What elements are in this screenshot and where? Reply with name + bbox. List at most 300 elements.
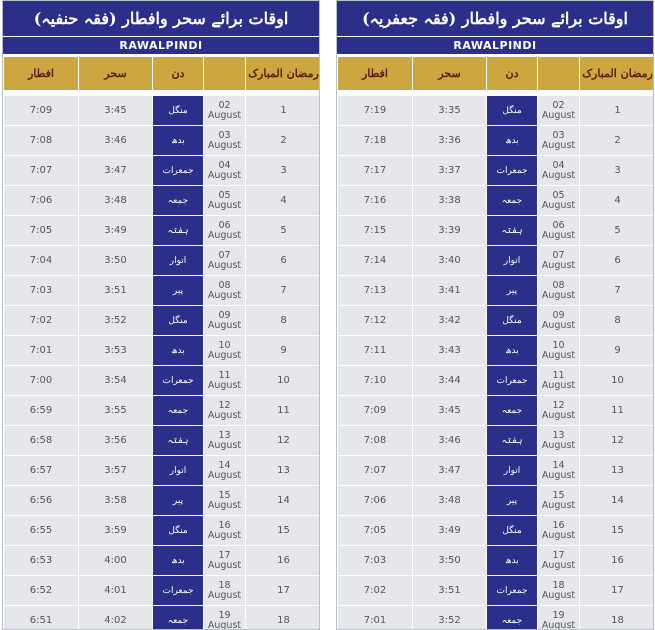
table-row bbox=[338, 306, 655, 336]
day-name: منگل bbox=[153, 306, 204, 336]
date-month: August bbox=[541, 109, 576, 121]
sehri-time: 3:49 bbox=[413, 516, 487, 546]
date-month: August bbox=[541, 439, 576, 451]
iftar-time: 7:00 bbox=[4, 366, 79, 396]
iftar-time: 6:52 bbox=[4, 576, 79, 606]
ramadan-day: 3 bbox=[246, 156, 321, 186]
table-body bbox=[4, 96, 321, 630]
panel-title: اوقات برائے سحر وافطار (فقہ جعفریہ) bbox=[337, 1, 653, 37]
sehri-time: 3:45 bbox=[413, 396, 487, 426]
sehri-time: 3:47 bbox=[79, 156, 153, 186]
table-row bbox=[338, 366, 655, 396]
ramadan-day: 3 bbox=[580, 156, 655, 186]
table-row bbox=[4, 426, 321, 456]
header-date bbox=[204, 57, 246, 91]
iftar-time: 7:10 bbox=[338, 366, 413, 396]
sehri-time: 3:46 bbox=[413, 426, 487, 456]
city-name: RAWALPINDI bbox=[337, 37, 653, 56]
sehri-time: 3:47 bbox=[413, 456, 487, 486]
sehri-time: 3:46 bbox=[79, 126, 153, 156]
date-cell bbox=[538, 516, 580, 546]
date-month: August bbox=[207, 139, 242, 151]
sehri-time: 3:37 bbox=[413, 156, 487, 186]
table-row bbox=[4, 606, 321, 630]
sehri-time: 3:36 bbox=[413, 126, 487, 156]
table-header-row bbox=[4, 57, 321, 91]
day-name: پیر bbox=[153, 486, 204, 516]
ramadan-day: 16 bbox=[246, 546, 321, 576]
ramadan-day: 12 bbox=[246, 426, 321, 456]
day-name: جمعہ bbox=[153, 396, 204, 426]
date-number: 13 bbox=[552, 429, 565, 441]
iftar-time: 7:05 bbox=[4, 216, 79, 246]
sehri-time: 3:43 bbox=[413, 336, 487, 366]
table-row bbox=[338, 546, 655, 576]
day-name: پیر bbox=[487, 276, 538, 306]
date-month: August bbox=[207, 289, 242, 301]
date-number: 15 bbox=[218, 489, 231, 501]
date-cell bbox=[204, 516, 246, 546]
sehri-time: 3:40 bbox=[413, 246, 487, 276]
date-cell bbox=[204, 366, 246, 396]
day-name: اتوار bbox=[153, 456, 204, 486]
day-name: جمعرات bbox=[487, 576, 538, 606]
table-row bbox=[338, 336, 655, 366]
date-month: August bbox=[541, 559, 576, 571]
iftar-time: 7:13 bbox=[338, 276, 413, 306]
date-month: August bbox=[541, 289, 576, 301]
sehri-time: 4:01 bbox=[79, 576, 153, 606]
city-name: RAWALPINDI bbox=[3, 37, 319, 56]
ramadan-day: 4 bbox=[580, 186, 655, 216]
day-name: پیر bbox=[487, 486, 538, 516]
day-name: پیر bbox=[153, 276, 204, 306]
iftar-time: 7:07 bbox=[338, 456, 413, 486]
day-name: بدھ bbox=[153, 546, 204, 576]
day-name: منگل bbox=[153, 96, 204, 126]
sehri-time: 3:53 bbox=[79, 336, 153, 366]
date-cell bbox=[204, 546, 246, 576]
table-row bbox=[338, 276, 655, 306]
date-month: August bbox=[207, 199, 242, 211]
header-date bbox=[538, 57, 580, 91]
table-row bbox=[338, 606, 655, 630]
date-cell bbox=[538, 486, 580, 516]
iftar-time: 6:58 bbox=[4, 426, 79, 456]
day-name: ہفتہ bbox=[153, 216, 204, 246]
ramadan-day: 7 bbox=[246, 276, 321, 306]
date-number: 09 bbox=[218, 309, 231, 321]
table-row bbox=[4, 96, 321, 126]
date-cell bbox=[204, 336, 246, 366]
table-row bbox=[338, 186, 655, 216]
panel-title: اوقات برائے سحر وافطار (فقہ حنفیہ) bbox=[3, 1, 319, 37]
date-cell bbox=[204, 486, 246, 516]
ramadan-day: 6 bbox=[580, 246, 655, 276]
day-name: بدھ bbox=[487, 546, 538, 576]
iftar-time: 7:05 bbox=[338, 516, 413, 546]
table-row bbox=[4, 276, 321, 306]
table-row bbox=[338, 516, 655, 546]
sehri-time: 3:41 bbox=[413, 276, 487, 306]
day-name: جمعرات bbox=[153, 366, 204, 396]
table-row bbox=[4, 456, 321, 486]
ramadan-day: 2 bbox=[580, 126, 655, 156]
day-name: جمعہ bbox=[487, 396, 538, 426]
date-cell bbox=[538, 336, 580, 366]
day-name: بدھ bbox=[153, 336, 204, 366]
day-name: جمعہ bbox=[487, 606, 538, 630]
date-number: 17 bbox=[218, 549, 231, 561]
header-iftar: افطار bbox=[4, 57, 79, 91]
iftar-time: 7:02 bbox=[4, 306, 79, 336]
day-name: جمعرات bbox=[487, 366, 538, 396]
date-cell bbox=[204, 276, 246, 306]
ramadan-day: 8 bbox=[580, 306, 655, 336]
header-day: دن bbox=[153, 57, 204, 91]
table-row bbox=[338, 96, 655, 126]
date-month: August bbox=[541, 199, 576, 211]
date-cell bbox=[204, 306, 246, 336]
date-number: 02 bbox=[552, 99, 565, 111]
ramadan-day: 1 bbox=[246, 96, 321, 126]
date-number: 07 bbox=[218, 249, 231, 261]
sehri-time: 3:57 bbox=[79, 456, 153, 486]
ramadan-day: 17 bbox=[580, 576, 655, 606]
date-cell bbox=[538, 126, 580, 156]
hanafi-panel bbox=[2, 0, 320, 630]
ramadan-day: 1 bbox=[580, 96, 655, 126]
sehri-time: 3:54 bbox=[79, 366, 153, 396]
table-row bbox=[338, 246, 655, 276]
date-number: 07 bbox=[552, 249, 565, 261]
date-cell bbox=[204, 426, 246, 456]
iftar-time: 6:57 bbox=[4, 456, 79, 486]
iftar-time: 6:51 bbox=[4, 606, 79, 630]
date-month: August bbox=[541, 409, 576, 421]
ramadan-day: 16 bbox=[580, 546, 655, 576]
table-body bbox=[338, 96, 655, 630]
ramadan-day: 12 bbox=[580, 426, 655, 456]
day-name: جمعہ bbox=[153, 186, 204, 216]
sehri-time: 3:48 bbox=[413, 486, 487, 516]
date-number: 03 bbox=[218, 129, 231, 141]
date-month: August bbox=[541, 499, 576, 511]
iftar-time: 7:16 bbox=[338, 186, 413, 216]
date-number: 14 bbox=[218, 459, 231, 471]
iftar-time: 7:08 bbox=[338, 426, 413, 456]
date-month: August bbox=[207, 229, 242, 241]
date-month: August bbox=[541, 529, 576, 541]
iftar-time: 7:08 bbox=[4, 126, 79, 156]
date-number: 11 bbox=[218, 369, 231, 381]
date-number: 10 bbox=[218, 339, 231, 351]
table-row bbox=[338, 486, 655, 516]
iftar-time: 7:09 bbox=[4, 96, 79, 126]
sehri-time: 3:35 bbox=[413, 96, 487, 126]
ramadan-day: 9 bbox=[246, 336, 321, 366]
date-cell bbox=[204, 606, 246, 630]
date-month: August bbox=[541, 139, 576, 151]
date-month: August bbox=[207, 439, 242, 451]
table-row bbox=[338, 426, 655, 456]
sehri-time: 3:51 bbox=[79, 276, 153, 306]
day-name: اتوار bbox=[153, 246, 204, 276]
date-cell bbox=[538, 156, 580, 186]
date-number: 04 bbox=[552, 159, 565, 171]
date-month: August bbox=[541, 259, 576, 271]
date-cell bbox=[538, 216, 580, 246]
date-month: August bbox=[207, 619, 242, 630]
table-row bbox=[4, 486, 321, 516]
ramadan-day: 11 bbox=[580, 396, 655, 426]
table-row bbox=[4, 576, 321, 606]
ramadan-day: 11 bbox=[246, 396, 321, 426]
ramadan-day: 4 bbox=[246, 186, 321, 216]
date-cell bbox=[538, 276, 580, 306]
date-month: August bbox=[541, 169, 576, 181]
ramadan-day: 10 bbox=[246, 366, 321, 396]
table-row bbox=[4, 546, 321, 576]
date-cell bbox=[538, 426, 580, 456]
sehri-time: 3:52 bbox=[413, 606, 487, 630]
ramadan-day: 8 bbox=[246, 306, 321, 336]
table-row bbox=[4, 336, 321, 366]
ramadan-day: 7 bbox=[580, 276, 655, 306]
day-name: بدھ bbox=[487, 336, 538, 366]
table-row bbox=[338, 456, 655, 486]
ramadan-day: 5 bbox=[580, 216, 655, 246]
table-row bbox=[4, 366, 321, 396]
sehri-time: 3:51 bbox=[413, 576, 487, 606]
ramadan-day: 6 bbox=[246, 246, 321, 276]
date-number: 16 bbox=[552, 519, 565, 531]
sehri-time: 3:39 bbox=[413, 216, 487, 246]
date-cell bbox=[204, 576, 246, 606]
date-number: 08 bbox=[552, 279, 565, 291]
date-cell bbox=[538, 396, 580, 426]
header-day: دن bbox=[487, 57, 538, 91]
date-number: 10 bbox=[552, 339, 565, 351]
date-month: August bbox=[541, 229, 576, 241]
date-month: August bbox=[541, 349, 576, 361]
sehri-time: 3:56 bbox=[79, 426, 153, 456]
date-cell bbox=[204, 96, 246, 126]
day-name: بدھ bbox=[487, 126, 538, 156]
date-month: August bbox=[541, 589, 576, 601]
date-number: 12 bbox=[218, 399, 231, 411]
table-row bbox=[338, 156, 655, 186]
timings-table bbox=[337, 56, 654, 630]
sehri-time: 3:55 bbox=[79, 396, 153, 426]
date-number: 16 bbox=[218, 519, 231, 531]
date-cell bbox=[204, 396, 246, 426]
sehri-time: 3:59 bbox=[79, 516, 153, 546]
sehri-time: 3:58 bbox=[79, 486, 153, 516]
ramadan-day: 14 bbox=[580, 486, 655, 516]
date-cell bbox=[538, 306, 580, 336]
iftar-time: 6:53 bbox=[4, 546, 79, 576]
date-number: 06 bbox=[218, 219, 231, 231]
iftar-time: 7:18 bbox=[338, 126, 413, 156]
ramadan-day: 15 bbox=[246, 516, 321, 546]
date-month: August bbox=[207, 589, 242, 601]
date-cell bbox=[538, 96, 580, 126]
iftar-time: 7:14 bbox=[338, 246, 413, 276]
day-name: ہفتہ bbox=[153, 426, 204, 456]
sehri-time: 4:02 bbox=[79, 606, 153, 630]
date-month: August bbox=[207, 469, 242, 481]
date-cell bbox=[538, 606, 580, 630]
table-header-row bbox=[338, 57, 655, 91]
ramadan-day: 13 bbox=[246, 456, 321, 486]
table-row bbox=[338, 126, 655, 156]
date-cell bbox=[538, 546, 580, 576]
day-name: جمعرات bbox=[153, 156, 204, 186]
ramadan-day: 14 bbox=[246, 486, 321, 516]
date-number: 08 bbox=[218, 279, 231, 291]
ramadan-day: 18 bbox=[246, 606, 321, 630]
date-number: 14 bbox=[552, 459, 565, 471]
date-month: August bbox=[207, 529, 242, 541]
date-month: August bbox=[207, 319, 242, 331]
date-month: August bbox=[541, 619, 576, 630]
timings-table bbox=[3, 56, 320, 630]
date-cell bbox=[204, 126, 246, 156]
ramadan-day: 10 bbox=[580, 366, 655, 396]
table-row bbox=[4, 396, 321, 426]
date-month: August bbox=[207, 559, 242, 571]
date-cell bbox=[204, 156, 246, 186]
day-name: اتوار bbox=[487, 246, 538, 276]
date-month: August bbox=[541, 469, 576, 481]
table-row bbox=[338, 396, 655, 426]
day-name: جمعرات bbox=[153, 576, 204, 606]
day-name: اتوار bbox=[487, 456, 538, 486]
jafaria-panel bbox=[336, 0, 654, 630]
day-name: بدھ bbox=[153, 126, 204, 156]
iftar-time: 7:15 bbox=[338, 216, 413, 246]
ramadan-day: 5 bbox=[246, 216, 321, 246]
table-row bbox=[4, 126, 321, 156]
iftar-time: 7:03 bbox=[4, 276, 79, 306]
iftar-time: 7:04 bbox=[4, 246, 79, 276]
ramadan-day: 18 bbox=[580, 606, 655, 630]
date-number: 05 bbox=[218, 189, 231, 201]
iftar-time: 7:02 bbox=[338, 576, 413, 606]
date-month: August bbox=[207, 109, 242, 121]
date-number: 09 bbox=[552, 309, 565, 321]
date-number: 18 bbox=[552, 579, 565, 591]
iftar-time: 6:55 bbox=[4, 516, 79, 546]
iftar-time: 7:01 bbox=[4, 336, 79, 366]
date-month: August bbox=[541, 319, 576, 331]
sehri-time: 3:50 bbox=[413, 546, 487, 576]
date-number: 11 bbox=[552, 369, 565, 381]
iftar-time: 7:06 bbox=[4, 186, 79, 216]
sehri-time: 3:52 bbox=[79, 306, 153, 336]
header-iftar: افطار bbox=[338, 57, 413, 91]
table-row bbox=[338, 576, 655, 606]
date-cell bbox=[538, 456, 580, 486]
date-number: 17 bbox=[552, 549, 565, 561]
iftar-time: 7:12 bbox=[338, 306, 413, 336]
ramadan-day: 17 bbox=[246, 576, 321, 606]
day-name: منگل bbox=[487, 96, 538, 126]
sehri-time: 3:48 bbox=[79, 186, 153, 216]
date-cell bbox=[204, 246, 246, 276]
date-month: August bbox=[207, 169, 242, 181]
sehri-time: 4:00 bbox=[79, 546, 153, 576]
day-name: ہفتہ bbox=[487, 426, 538, 456]
date-number: 02 bbox=[218, 99, 231, 111]
date-number: 12 bbox=[552, 399, 565, 411]
iftar-time: 7:09 bbox=[338, 396, 413, 426]
date-month: August bbox=[207, 499, 242, 511]
date-number: 15 bbox=[552, 489, 565, 501]
sehri-time: 3:38 bbox=[413, 186, 487, 216]
date-cell bbox=[538, 576, 580, 606]
header-ramadan: رمضان المبارک bbox=[246, 57, 321, 91]
date-month: August bbox=[207, 409, 242, 421]
date-number: 19 bbox=[552, 609, 565, 621]
date-number: 03 bbox=[552, 129, 565, 141]
day-name: منگل bbox=[487, 306, 538, 336]
iftar-time: 7:01 bbox=[338, 606, 413, 630]
iftar-time: 7:07 bbox=[4, 156, 79, 186]
ramadan-day: 9 bbox=[580, 336, 655, 366]
date-cell bbox=[538, 186, 580, 216]
sehri-time: 3:49 bbox=[79, 216, 153, 246]
sehri-time: 3:45 bbox=[79, 96, 153, 126]
date-month: August bbox=[541, 379, 576, 391]
iftar-time: 7:06 bbox=[338, 486, 413, 516]
ramadan-day: 13 bbox=[580, 456, 655, 486]
date-number: 13 bbox=[218, 429, 231, 441]
iftar-time: 7:17 bbox=[338, 156, 413, 186]
sehri-time: 3:50 bbox=[79, 246, 153, 276]
table-row bbox=[4, 306, 321, 336]
table-row bbox=[4, 516, 321, 546]
date-month: August bbox=[207, 259, 242, 271]
iftar-time: 7:03 bbox=[338, 546, 413, 576]
day-name: جمعہ bbox=[487, 186, 538, 216]
date-number: 05 bbox=[552, 189, 565, 201]
date-cell bbox=[538, 366, 580, 396]
sehri-time: 3:42 bbox=[413, 306, 487, 336]
day-name: منگل bbox=[153, 516, 204, 546]
day-name: ہفتہ bbox=[487, 216, 538, 246]
table-row bbox=[4, 246, 321, 276]
day-name: منگل bbox=[487, 516, 538, 546]
iftar-time: 7:11 bbox=[338, 336, 413, 366]
header-sehri: سحر bbox=[413, 57, 487, 91]
day-name: جمعرات bbox=[487, 156, 538, 186]
table-row bbox=[4, 216, 321, 246]
date-month: August bbox=[207, 349, 242, 361]
date-month: August bbox=[207, 379, 242, 391]
iftar-time: 7:19 bbox=[338, 96, 413, 126]
ramadan-day: 15 bbox=[580, 516, 655, 546]
iftar-time: 6:59 bbox=[4, 396, 79, 426]
date-number: 19 bbox=[218, 609, 231, 621]
table-row bbox=[4, 156, 321, 186]
date-number: 06 bbox=[552, 219, 565, 231]
date-cell bbox=[204, 456, 246, 486]
iftar-time: 6:56 bbox=[4, 486, 79, 516]
sehri-time: 3:44 bbox=[413, 366, 487, 396]
table-row bbox=[338, 216, 655, 246]
